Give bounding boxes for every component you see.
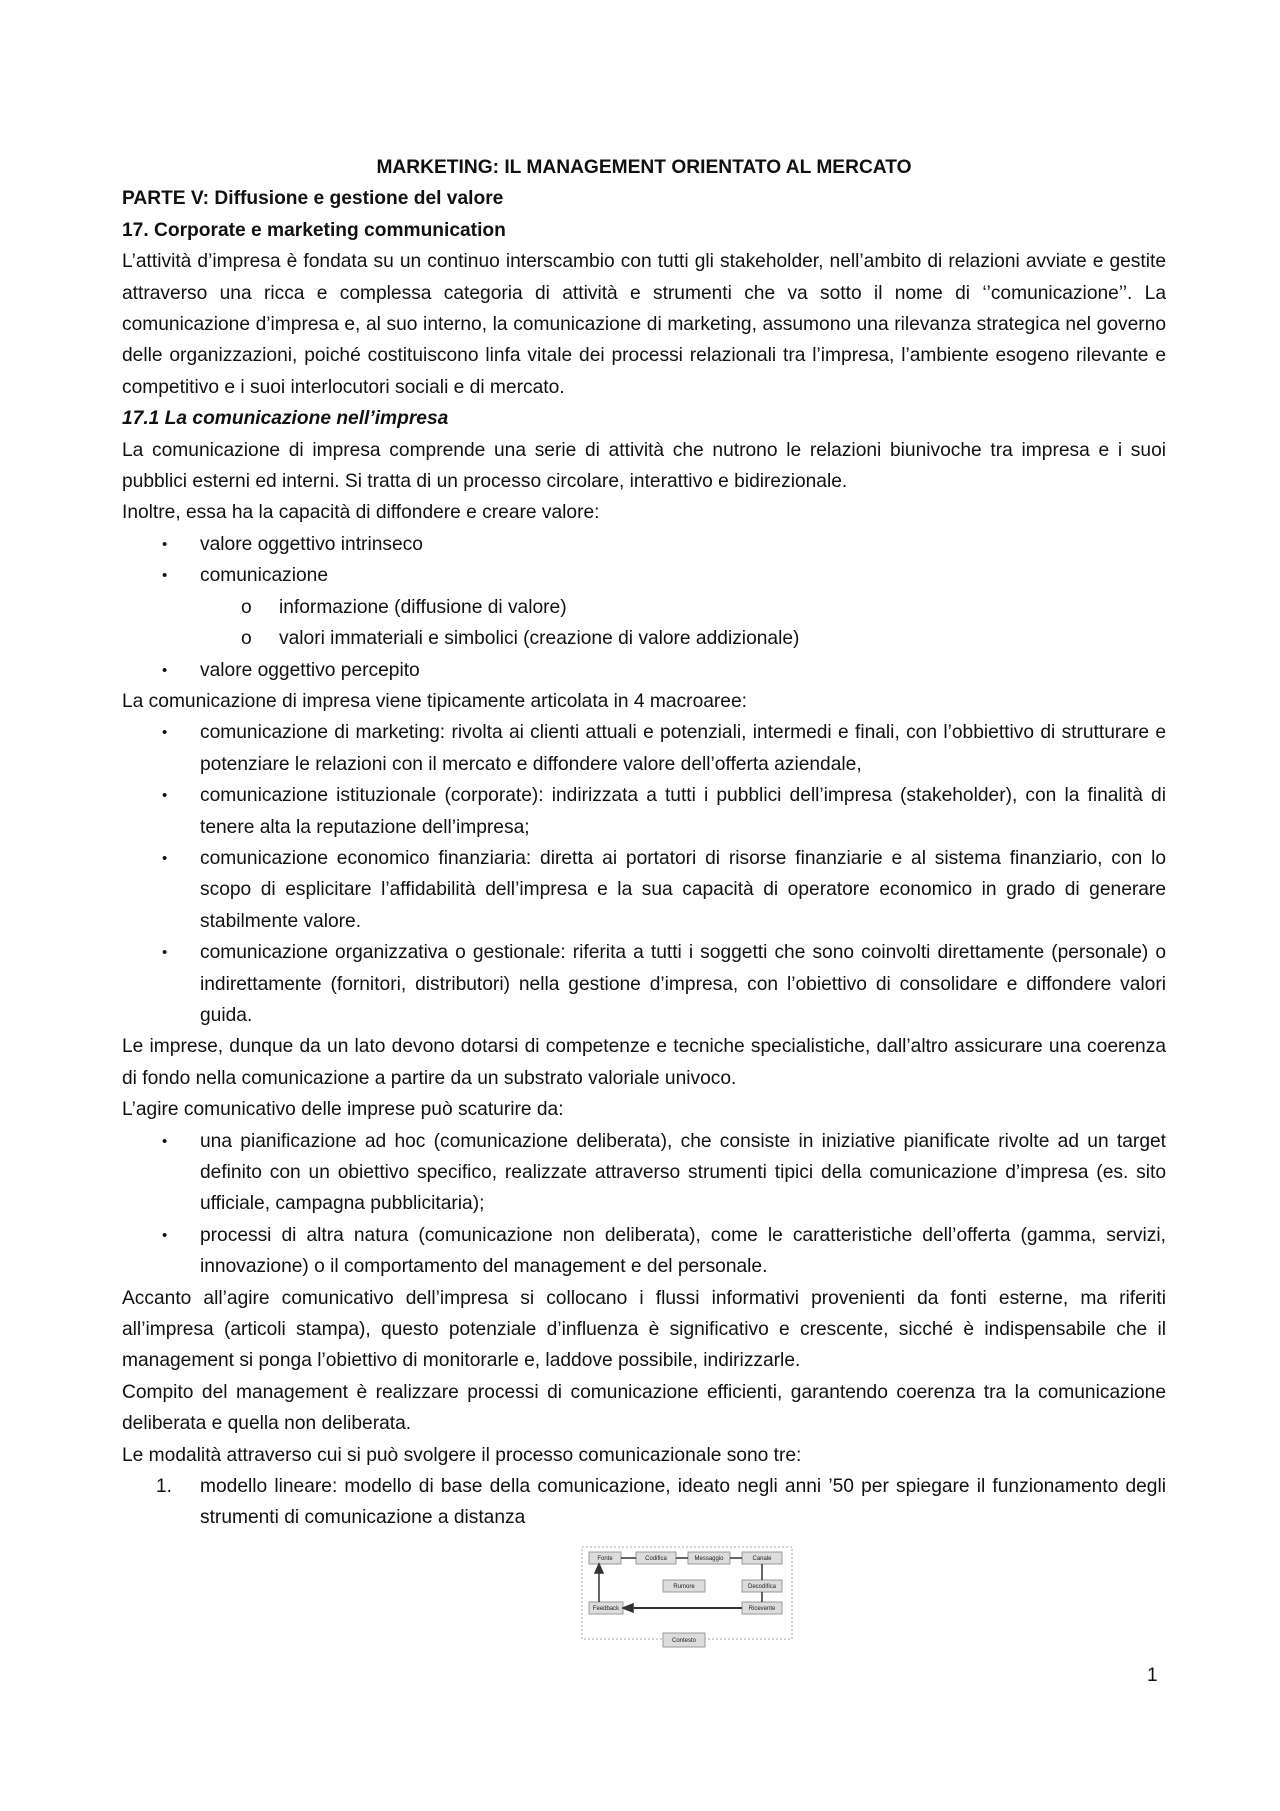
- paragraph: Accanto all’agire comunicativo dell’impresa si collocano i flussi informativi provenienti da fonti esterne, ma riferiti all’impresa (articoli stampa), questo potenziale d’influenza è significativo e crescente, sicché è indispensabile che il management si ponga l’obiettivo di monitorarle e, laddove possibile, indirizzarle.: [122, 1287, 1166, 1372]
- list-item: [122, 560, 1166, 591]
- list-item-text: processi di altra natura (comunicazione non deliberata), come le caratteristiche dell’offerta (gamma, servizi, innovazione) o il comportamento del management e del personale.: [200, 1224, 1166, 1278]
- sub-list-item: [122, 592, 1166, 623]
- list-item: [122, 1220, 1166, 1283]
- sub-list-item: [122, 623, 1166, 654]
- contesto-box: [663, 1633, 705, 1647]
- decodifica-box: [742, 1580, 782, 1592]
- diagram-container: [122, 1534, 1166, 1652]
- fonte-box: [589, 1552, 621, 1564]
- paragraph: Compito del management è realizzare processi di comunicazione efficienti, garantendo coerenza tra la comunicazione deliberata e quella non deliberata.: [122, 1381, 1166, 1435]
- list-item: [122, 655, 1166, 686]
- number-marker: 1.: [156, 1476, 172, 1498]
- list-item: [122, 1471, 1166, 1534]
- bullet-marker: •: [162, 535, 168, 553]
- list-item-text: comunicazione organizzativa o gestionale: riferita a tutti i soggetti che sono coinvolti direttamente (personale) o indirettamente (fornitori, distributori) nella gestione d’impresa, con l’obiettivo di consolidare e diffondere valori guida.: [200, 942, 1166, 1026]
- svg-text:Canale: Canale: [752, 1555, 772, 1562]
- page-number: 1: [1147, 1665, 1158, 1686]
- svg-text:Contesto: Contesto: [671, 1637, 697, 1644]
- list-item-text: una pianificazione ad hoc (comunicazione deliberata), che consiste in iniziative pianificate rivolte ad un target definito con un obiettivo specifico, realizzate attraverso strumenti tipici della comunicazione d’impresa (es. sito ufficiale, campagna pubblicitaria);: [200, 1130, 1166, 1215]
- bullet-marker: •: [162, 787, 168, 805]
- list-item-text: comunicazione di marketing: rivolta ai clienti attuali e potenziali, intermedi e finali, con l’obbiettivo di strutturare e potenziare le relazioni con il mercato e diffondere valore dell’offerta aziendale,: [200, 722, 1166, 775]
- paragraph: Inoltre, essa ha la capacità di diffondere e creare valore:: [122, 502, 600, 524]
- bullet-marker: •: [162, 1132, 168, 1150]
- svg-text:Feedback: Feedback: [592, 1605, 620, 1612]
- list-item: [122, 717, 1166, 780]
- bullet-marker: •: [162, 849, 168, 867]
- bullet-marker: •: [162, 661, 168, 679]
- list-item: [122, 937, 1166, 1031]
- list-item-text: valore oggettivo intrinseco: [200, 533, 423, 555]
- paragraph: La comunicazione di impresa comprende una serie di attività che nutrono le relazioni biunivoche tra impresa e i suoi pubblici esterni ed interni. Si tratta di un processo circolare, interattivo e bidirezionale.: [122, 439, 1166, 493]
- paragraph: Le modalità attraverso cui si può svolgere il processo comunicazionale sono tre:: [122, 1444, 802, 1466]
- svg-text:Ricevente: Ricevente: [748, 1605, 776, 1612]
- models-list: [122, 1471, 1166, 1534]
- part-heading: PARTE V: Diffusione e gestione del valore: [122, 188, 504, 210]
- chapter-heading: 17. Corporate e marketing communication: [122, 219, 506, 241]
- list-item-text: informazione (diffusione di valore): [279, 596, 567, 618]
- list-item: [122, 529, 1166, 560]
- intro-paragraph: L’attività d’impresa è fondata su un continuo interscambio con tutti gli stakeholder, nell’ambito di relazioni avviate e gestite attraverso una ricca e complessa categoria di attività e strumenti che va sotto il nome di ‘’comunicazione’’. La comunicazione d’impresa e, al suo interno, la comunicazione di marketing, assumono una rilevanza strategica nel governo delle organizzazioni, poiché costituiscono linfa vitale dei processi relazionali tra l’impresa, l’ambiente esogeno rilevante e competitivo e i suoi interlocutori sociali e di mercato.: [122, 251, 1166, 398]
- svg-text:Fonte: Fonte: [597, 1555, 613, 1562]
- list-item-text: valore oggettivo percepito: [200, 659, 420, 681]
- svg-text:Rumore: Rumore: [673, 1583, 695, 1590]
- rumore-box: [663, 1580, 705, 1592]
- canale-box: [742, 1552, 782, 1564]
- feedback-box: [589, 1602, 623, 1614]
- messaggio-box: [688, 1552, 730, 1564]
- list-item-text: modello lineare: modello di base della comunicazione, ideato negli anni ’50 per spiegare il funzionamento degli strumenti di comunicazione a distanza: [200, 1476, 1166, 1529]
- list-item: [122, 843, 1166, 937]
- section-heading: 17.1 La comunicazione nell’impresa: [122, 408, 449, 430]
- communication-model-diagram: [581, 1546, 793, 1648]
- list-item-text: comunicazione: [200, 565, 328, 587]
- sub-bullet-marker: o: [241, 628, 252, 650]
- ricevente-box: [742, 1602, 782, 1614]
- document-title: MARKETING: IL MANAGEMENT ORIENTATO AL MERCATO: [376, 157, 912, 178]
- list-item-text: comunicazione istituzionale (corporate): indirizzata a tutti i pubblici dell’impresa (stakeholder), con la finalità di tenere alta la reputazione dell’impresa;: [200, 785, 1166, 838]
- paragraph: La comunicazione di impresa viene tipicamente articolata in 4 macroaree:: [122, 690, 747, 712]
- list-item-text: comunicazione economico finanziaria: diretta ai portatori di risorse finanziarie e al sistema finanziario, con lo scopo di esplicitare l’affidabilità dell’impresa e la sua capacità di operatore economico in grado di generare stabilmente valore.: [200, 847, 1166, 932]
- codifica-box: [636, 1552, 676, 1564]
- paragraph: Le imprese, dunque da un lato devono dotarsi di competenze e tecniche specialistiche, dall’altro assicurare una coerenza di fondo nella comunicazione a partire da un substrato valoriale univoco.: [122, 1036, 1166, 1089]
- bullet-marker: •: [162, 1226, 168, 1244]
- sub-bullet-marker: o: [241, 596, 252, 618]
- list-item: [122, 1126, 1166, 1220]
- svg-text:Decodifica: Decodifica: [747, 1583, 777, 1590]
- bullet-marker: •: [162, 724, 168, 742]
- list-item: [122, 780, 1166, 843]
- value-list: [122, 529, 1166, 686]
- paragraph: L’agire comunicativo delle imprese può scaturire da:: [122, 1099, 564, 1121]
- svg-text:Messaggio: Messaggio: [694, 1555, 724, 1562]
- list-item-text: valori immateriali e simbolici (creazione di valore addizionale): [279, 628, 800, 650]
- sources-list: [122, 1126, 1166, 1283]
- bullet-marker: •: [162, 567, 168, 585]
- document-page: [122, 152, 1166, 1652]
- svg-text:Codifica: Codifica: [645, 1555, 667, 1562]
- bullet-marker: •: [162, 944, 168, 962]
- macro-areas-list: [122, 717, 1166, 1031]
